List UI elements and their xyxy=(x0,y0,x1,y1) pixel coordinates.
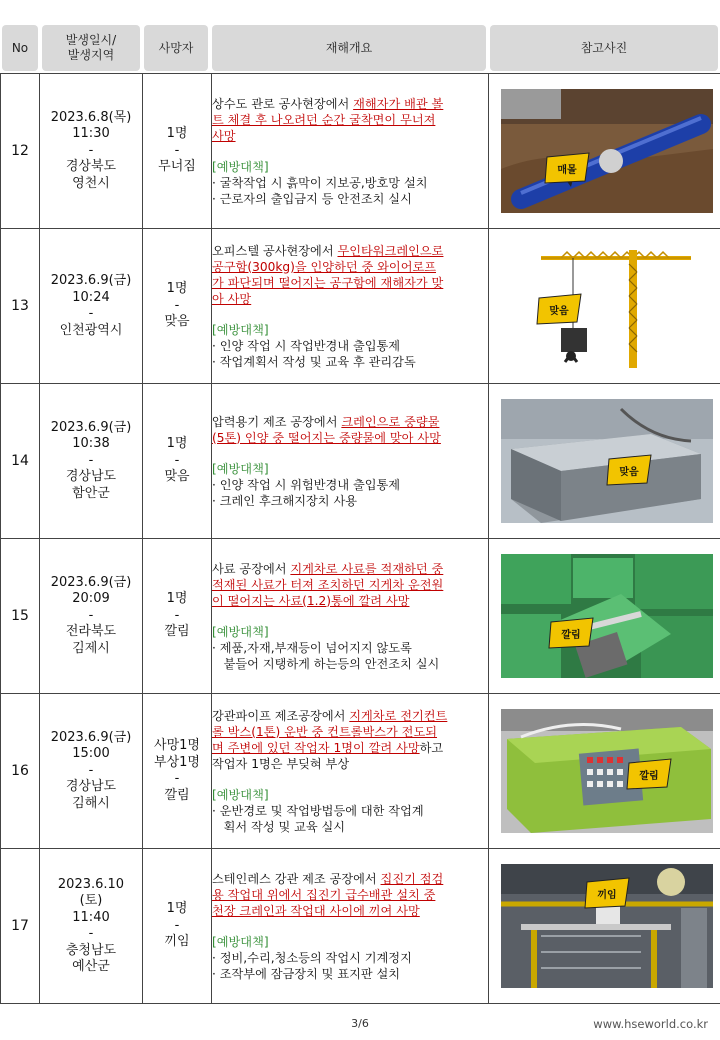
summary-line xyxy=(212,561,488,577)
summary-highlight: 지게차로 전기컨트 xyxy=(349,708,448,723)
fatality-line: 1명 xyxy=(166,126,188,142)
fatality-line: 1명 xyxy=(166,436,188,452)
date-line: 20:09 xyxy=(72,591,110,607)
fatality-line: 1명 xyxy=(166,901,188,917)
reference-photo xyxy=(501,864,713,988)
summary-highlight: 며 주변에 있던 작업자 1명이 깔려 사망 xyxy=(212,740,420,755)
prevention-item: · 조작부에 잠금장치 및 표지판 설치 xyxy=(212,966,401,981)
accident-summary xyxy=(212,74,489,229)
accident-type-badge xyxy=(607,455,651,485)
fatality-line: 부상1명 xyxy=(154,754,200,770)
accident-type-badge xyxy=(537,294,581,324)
header-no: No xyxy=(2,25,38,71)
reference-photo xyxy=(501,399,713,523)
prevention-label: [예방대책] xyxy=(212,624,269,639)
reference-photo xyxy=(501,89,713,213)
date-line: 2023.6.9(금) xyxy=(50,574,132,590)
summary-line xyxy=(212,128,488,144)
table-header xyxy=(0,25,720,71)
date-line: 11:40 xyxy=(72,909,110,925)
accident-summary xyxy=(212,694,489,849)
summary-highlight: 이 떨어지는 사료(1.2)통에 깔려 사망 xyxy=(212,593,410,608)
fatality-info xyxy=(143,849,212,1004)
summary-highlight: 아 사망 xyxy=(212,291,252,306)
date-line: - xyxy=(88,306,94,321)
fatality-line: 1명 xyxy=(166,281,188,297)
fatality-line: - xyxy=(174,452,180,468)
prevention-label: [예방대책] xyxy=(212,159,269,174)
summary-text: 하고 xyxy=(419,740,444,755)
date-line: (토) xyxy=(79,893,103,908)
date-line: - xyxy=(88,607,94,623)
prevention-label: [예방대책] xyxy=(212,461,269,476)
accident-type-badge xyxy=(627,759,671,789)
date-line: 2023.6.10 xyxy=(57,876,125,892)
date-line: 함안군 xyxy=(72,485,110,501)
prevention-item: · 인양 작업 시 작업반경내 출입통제 xyxy=(212,338,401,353)
table-row xyxy=(1,74,720,229)
date-line: - xyxy=(88,452,94,468)
summary-line xyxy=(212,243,488,259)
header-datetime-line1: 발생일시/ xyxy=(65,33,117,47)
reference-photo-cell xyxy=(489,74,720,229)
date-line: 경상남도 xyxy=(65,779,117,795)
fatality-line: - xyxy=(174,917,180,933)
fatality-line: - xyxy=(174,297,180,313)
summary-text: 오피스텔 공사현장에서 xyxy=(212,243,338,258)
summary-highlight: 무인타워크레인으로 xyxy=(337,243,444,258)
date-line: 예산군 xyxy=(72,959,110,974)
accident-table xyxy=(0,73,720,1004)
row-number: 12 xyxy=(1,74,40,229)
date-line: 2023.6.9(금) xyxy=(50,729,132,745)
fatality-info xyxy=(143,694,212,849)
fatality-line: - xyxy=(174,607,180,623)
header-summary: 재해개요 xyxy=(212,25,486,71)
summary-line xyxy=(212,291,488,307)
date-line: - xyxy=(88,926,94,941)
summary-line xyxy=(212,887,488,903)
summary-line xyxy=(212,724,488,740)
date-line: - xyxy=(88,142,94,158)
accident-type-badge xyxy=(585,878,629,908)
prevention-label: [예방대책] xyxy=(212,322,269,337)
reference-photo-cell xyxy=(489,229,720,384)
summary-highlight: 크레인으로 중량물 xyxy=(341,414,440,429)
prevention-label: [예방대책] xyxy=(212,787,269,802)
reference-photo-cell xyxy=(489,849,720,1004)
summary-highlight: 집진기 점검 xyxy=(380,871,444,886)
prevention-item: · 크레인 후크해지장치 사용 xyxy=(212,493,358,508)
reference-photo-cell xyxy=(489,384,720,539)
table-row xyxy=(1,229,720,384)
summary-line xyxy=(212,96,488,112)
date-line: 11:30 xyxy=(72,126,110,142)
date-line: 인천광역시 xyxy=(59,322,123,338)
fatality-line: 무너짐 xyxy=(158,159,196,175)
occurrence-datetime-region xyxy=(40,74,143,229)
occurrence-datetime-region xyxy=(40,539,143,694)
row-number: 14 xyxy=(1,384,40,539)
date-line: 15:00 xyxy=(72,746,110,762)
summary-line xyxy=(212,259,488,275)
fatality-line: - xyxy=(174,771,180,786)
prevention-item: 획서 작성 및 교육 실시 xyxy=(212,819,346,834)
date-line: 10:24 xyxy=(72,289,110,305)
reference-photo-cell xyxy=(489,694,720,849)
prevention-item: · 인양 작업 시 위험반경내 출입통제 xyxy=(212,477,401,492)
fatality-info xyxy=(143,74,212,229)
summary-highlight: 천장 크레인과 작업대 사이에 끼여 사망 xyxy=(212,903,420,918)
accident-summary xyxy=(212,849,489,1004)
summary-line xyxy=(212,740,488,756)
date-line: 경상북도 xyxy=(65,159,117,175)
summary-text: 사료 공장에서 xyxy=(212,561,291,576)
summary-line xyxy=(212,708,488,724)
reference-photo xyxy=(501,709,713,833)
occurrence-datetime-region xyxy=(40,849,143,1004)
occurrence-datetime-region xyxy=(40,384,143,539)
accident-summary xyxy=(212,384,489,539)
header-photo: 참고사진 xyxy=(490,25,718,71)
summary-highlight: 사망 xyxy=(212,128,236,143)
fatality-line: 맞음 xyxy=(164,469,190,485)
summary-text: 작업자 1명은 부딪혀 부상 xyxy=(212,756,350,771)
reference-photo xyxy=(501,554,713,678)
date-line: 전라북도 xyxy=(65,624,117,640)
date-line: 김제시 xyxy=(72,640,110,656)
accident-type-badge xyxy=(549,618,593,648)
date-line: 경상남도 xyxy=(65,469,117,485)
summary-line xyxy=(212,756,488,772)
summary-highlight: 적재된 사료가 터져 조치하던 지게차 운전원 xyxy=(212,577,444,592)
fatality-line: 깔림 xyxy=(164,787,190,803)
page-number: 3/6 xyxy=(351,1017,369,1030)
summary-highlight: 지게차로 사료를 적재하던 중 xyxy=(290,561,444,576)
prevention-item: · 정비,수리,청소등의 작업시 기계정지 xyxy=(212,950,412,965)
fatality-line: 1명 xyxy=(166,591,188,607)
prevention-item: · 근로자의 출입금지 등 안전조치 실시 xyxy=(212,191,412,206)
date-line: 10:38 xyxy=(72,436,110,452)
reference-photo-cell xyxy=(489,539,720,694)
date-line: 영천시 xyxy=(72,175,110,191)
table-row xyxy=(1,694,720,849)
accident-type-badge xyxy=(545,153,589,183)
occurrence-datetime-region xyxy=(40,694,143,849)
summary-highlight: 가 파단되며 떨어지는 공구함에 재해자가 맞 xyxy=(212,275,444,290)
date-line: 2023.6.8(목) xyxy=(50,109,132,125)
summary-text: 강관파이프 제조공장에서 xyxy=(212,708,350,723)
accident-type-label: 깔림 xyxy=(639,771,659,782)
fatality-line: - xyxy=(174,142,180,158)
occurrence-datetime-region xyxy=(40,229,143,384)
row-number: 16 xyxy=(1,694,40,849)
prevention-item: · 제품,자재,부재등이 넘어지지 않도록 xyxy=(212,640,412,655)
accident-summary xyxy=(212,539,489,694)
header-death: 사망자 xyxy=(144,25,208,71)
fatality-info xyxy=(143,384,212,539)
prevention-item: · 작업계획서 작성 및 교육 후 관리감독 xyxy=(212,354,416,369)
date-line: 김해시 xyxy=(72,795,110,811)
reference-photo xyxy=(501,244,713,368)
summary-line xyxy=(212,275,488,291)
fatality-info xyxy=(143,229,212,384)
fatality-line: 끼임 xyxy=(164,934,190,950)
prevention-label: [예방대책] xyxy=(212,934,269,949)
summary-line xyxy=(212,414,488,430)
accident-type-label: 맞음 xyxy=(619,467,639,478)
table-row xyxy=(1,384,720,539)
summary-line xyxy=(212,903,488,919)
table-row xyxy=(1,539,720,694)
prevention-item: 붙들어 지탱하게 하는등의 안전조치 실시 xyxy=(212,656,440,671)
summary-highlight: 용 작업대 위에서 집진기 급수배관 설치 중 xyxy=(212,887,436,902)
fatality-info xyxy=(143,539,212,694)
fatality-line: 사망1명 xyxy=(154,738,200,753)
row-number: 15 xyxy=(1,539,40,694)
accident-type-label: 깔림 xyxy=(561,630,581,641)
accident-type-label: 매몰 xyxy=(557,165,577,176)
summary-highlight: 재해자가 배관 볼 xyxy=(353,96,444,111)
summary-highlight: 롤 박스(1톤) 운반 중 컨트롤박스가 전도되 xyxy=(212,724,438,739)
date-line: 2023.6.9(금) xyxy=(50,419,132,435)
accident-summary xyxy=(212,229,489,384)
site-url[interactable]: www.hseworld.co.kr xyxy=(593,1017,708,1031)
summary-text: 압력용기 제조 공장에서 xyxy=(212,414,342,429)
row-number: 13 xyxy=(1,229,40,384)
summary-highlight: 공구함(300kg)을 인양하던 중 와이어로프 xyxy=(212,259,437,274)
prevention-item: · 운반경로 및 작업방법등에 대한 작업계 xyxy=(212,803,424,818)
summary-line xyxy=(212,593,488,609)
date-line: 2023.6.9(금) xyxy=(50,273,132,288)
fatality-line: 맞음 xyxy=(164,314,190,330)
summary-line xyxy=(212,577,488,593)
summary-highlight: (5톤) 인양 중 떨어지는 중량물에 맞아 사망 xyxy=(212,430,441,445)
fatality-line: 깔림 xyxy=(164,624,190,640)
prevention-item: · 굴착작업 시 흙막이 지보공,방호망 설치 xyxy=(212,175,428,190)
summary-line xyxy=(212,430,488,446)
header-datetime-line2: 발생지역 xyxy=(67,48,115,62)
summary-line xyxy=(212,871,488,887)
summary-highlight: 트 체결 후 나오려던 순간 굴착면이 무너져 xyxy=(212,112,436,127)
summary-line xyxy=(212,112,488,128)
header-datetime xyxy=(42,25,140,71)
accident-type-label: 끼임 xyxy=(597,890,617,901)
summary-text: 스테인레스 강관 제조 공장에서 xyxy=(212,871,381,886)
row-number: 17 xyxy=(1,849,40,1004)
date-line: - xyxy=(88,762,94,778)
table-row xyxy=(1,849,720,1004)
date-line: 충청남도 xyxy=(65,942,117,958)
summary-text: 상수도 관로 공사현장에서 xyxy=(212,96,354,111)
accident-type-label: 맞음 xyxy=(549,306,569,317)
